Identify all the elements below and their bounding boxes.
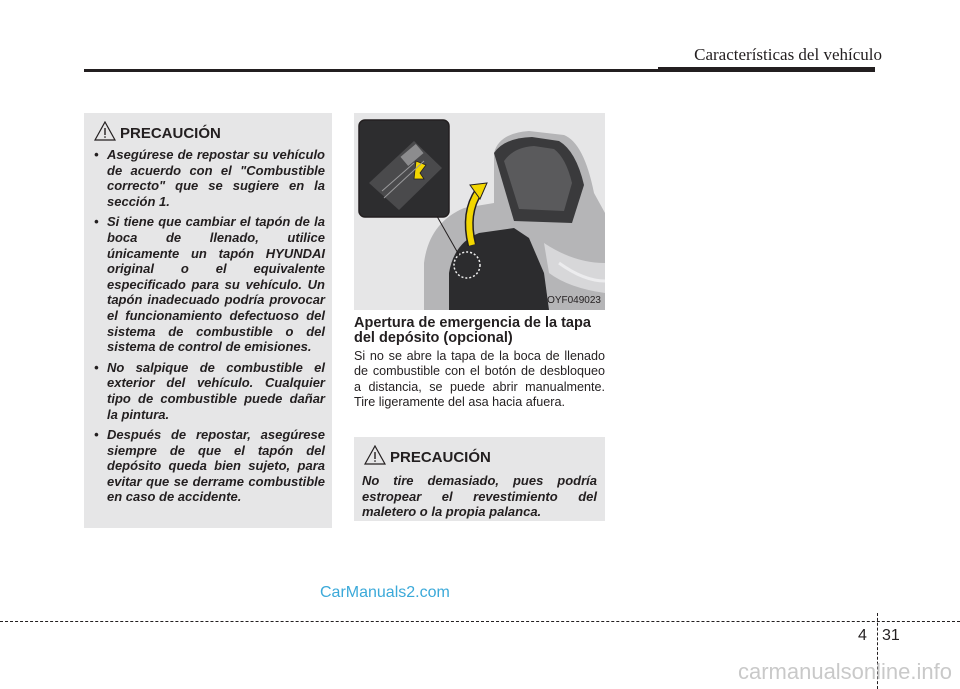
trunk-figure	[354, 113, 605, 310]
bullet-dot: •	[94, 147, 99, 162]
page-number: 31	[882, 627, 900, 644]
caution-item-text: Asegúrese de repostar su vehículo de acuerdo con el "Combustible correcto" que se sugiere en la sección 1.	[107, 147, 325, 209]
caution-box-left	[84, 113, 332, 528]
trunk-fuel-release-illustration	[354, 113, 605, 310]
caution-item-text: No salpique de combustible el exterior del vehículo. Cualquier tipo de combustible puede dañar la pintura.	[107, 359, 325, 422]
caution-title: PRECAUCIÓN	[390, 449, 491, 466]
caution-list	[92, 147, 325, 505]
header-rule-thick	[658, 67, 875, 72]
bullet-dot: •	[94, 214, 99, 230]
figure-code: OYF049023	[547, 295, 601, 306]
bullet-dot: •	[94, 359, 99, 375]
caution-item-text: Si tiene que cambiar el tapón de la boca de llenado, utilice únicamente un tapón HYUNDAI original o el equivalente especificado para su vehículo. Un tapón inadecuado podría provocar el funcionamiento defectuoso del sistema de combustible o del sistema de control de emisiones.	[107, 214, 325, 355]
watermark-link[interactable]: CarManuals2.com	[320, 584, 450, 601]
caution-text: No tire demasiado, pues podría estropear el revestimiento del maletero o la propia palanca.	[362, 473, 597, 520]
caution-header	[92, 123, 325, 145]
caution-header	[362, 447, 597, 469]
caution-item	[92, 214, 325, 354]
section-body: Si no se abre la tapa de la boca de llenado de combustible con el botón de desbloqueo a distancia, se puede abrir manualmente. Tire ligeramente del asa hacia afuera.	[354, 349, 605, 410]
warning-triangle-icon	[94, 121, 116, 141]
chapter-number: 4	[858, 627, 867, 644]
footer-site-link[interactable]: carmanualsonline.info	[737, 659, 952, 684]
bullet-dot: •	[94, 427, 99, 443]
warning-triangle-icon	[364, 445, 386, 465]
caution-item-text: Después de repostar, asegúrese siempre de que el tapón del depósito queda bien sujeto, para evitar que se derrame combustible en caso de accidente.	[107, 427, 325, 505]
caution-item	[92, 360, 325, 422]
footer-divider	[0, 621, 960, 622]
caution-title: PRECAUCIÓN	[120, 125, 221, 142]
header-title: Características del vehículo	[694, 45, 882, 64]
caution-item	[92, 147, 325, 209]
section-heading: Apertura de emergencia de la tapa del depósito (opcional)	[354, 315, 591, 346]
caution-item	[92, 427, 325, 505]
caution-box-right	[354, 437, 605, 521]
